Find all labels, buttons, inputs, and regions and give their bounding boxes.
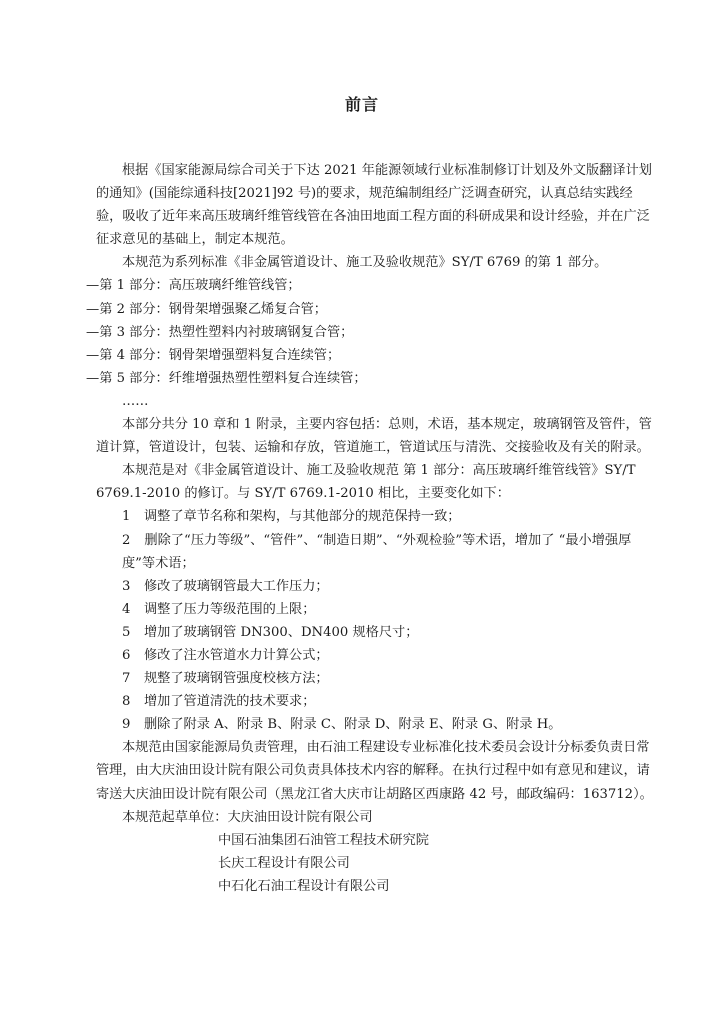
part-item: —第 1 部分：高压玻璃纤维管线管；	[86, 278, 301, 294]
document-body	[86, 159, 654, 898]
part-item: —第 4 部分：钢骨架增强塑料复合连续管；	[86, 347, 341, 363]
change-item	[96, 713, 654, 736]
part-item: —第 2 部分：钢骨架增强聚乙烯复合管；	[86, 301, 327, 317]
change-text: 规整了玻璃钢管强度校核方法；	[144, 671, 329, 687]
series-paragraph: 本规范为系列标准《非金属管道设计、施工及验收规范》SY/T 6769 的第 1 部分。	[122, 255, 608, 271]
change-number: 4	[122, 601, 131, 617]
change-number: 9	[122, 717, 131, 733]
change-item	[96, 529, 654, 575]
change-text: 修改了注水管道水力计算公式；	[144, 647, 329, 663]
drafter-unit: 大庆油田设计院有限公司	[227, 809, 373, 825]
drafters-label: 本规范起草单位：	[122, 809, 228, 825]
drafter-unit: 中国石油集团石油管工程技术研究院	[218, 832, 429, 848]
change-number: 8	[122, 694, 131, 710]
change-text: 修改了玻璃钢管最大工作压力；	[144, 578, 329, 594]
change-text: 删除了附录 A、附录 B、附录 C、附录 D、附录 E、附录 G、附录 H。	[144, 717, 562, 733]
ellipsis: ……	[122, 393, 149, 409]
change-number: 7	[122, 671, 131, 687]
change-number: 2	[122, 532, 131, 548]
change-item	[96, 690, 654, 713]
drafters-row	[96, 806, 654, 829]
change-text: 增加了管道清洗的技术要求；	[144, 694, 316, 710]
change-text: 删除了“压力等级”、“管件”、“制造日期”、“外观检验”等术语，增加了 “最小增强厚度”等术语；	[122, 532, 632, 571]
change-item	[96, 598, 654, 621]
drafter-unit: 中石化石油工程设计有限公司	[218, 878, 390, 894]
revision-paragraph: 本规范是对《非金属管道设计、施工及验收规范 第 1 部分：高压玻璃纤维管线管》SY/T 6769.1-2010 的修订。与 SY/T 6769.1-2010 相比，主要变化如下：	[96, 463, 636, 502]
change-text: 调整了压力等级范围的上限；	[144, 601, 316, 617]
part-item: —第 3 部分：热塑性塑料内衬玻璃钢复合管；	[86, 324, 354, 340]
change-item	[96, 667, 654, 690]
drafter-unit: 长庆工程设计有限公司	[218, 855, 350, 871]
change-item	[96, 644, 654, 667]
change-item	[96, 621, 654, 644]
change-number: 3	[122, 578, 131, 594]
change-item	[96, 575, 654, 598]
intro-paragraph: 根据《国家能源局综合司关于下达 2021 年能源领域行业标准制修订计划及外文版翻译计划的通知》(国能综通科技[2021]92 号)的要求，规范编制组经广泛调查研究，认真总结实践经验，吸收了近年来高压玻璃纤维管线管在各油田地面工程方面的科研成果和设计经验，并在广泛征求意见的基础上，制定本规范。	[96, 163, 652, 248]
change-number: 5	[122, 624, 131, 640]
change-text: 调整了章节名称和架构，与其他部分的规范保持一致；	[144, 509, 461, 525]
change-number: 1	[122, 509, 131, 525]
part-item: —第 5 部分：纤维增强热塑性塑料复合连续管；	[86, 370, 367, 386]
change-number: 6	[122, 647, 131, 663]
change-item	[96, 505, 654, 528]
page-title: 前言	[344, 95, 379, 114]
contents-paragraph: 本部分共分 10 章和 1 附录，主要内容包括：总则，术语，基本规定，玻璃钢管及管件，管道计算，管道设计，包装、运输和存放，管道施工，管道试压与清洗、交接验收及有关的附录。	[96, 417, 652, 456]
management-paragraph: 本规范由国家能源局负责管理，由石油工程建设专业标准化技术委员会设计分标委负责日常管理，由大庆油田设计院有限公司负责具体技术内容的解释。在执行过程中如有意见和建议，请寄送大庆油田设计院有限公司（黑龙江省大庆市让胡路区西康路 42 号，邮政编码：163712）。	[96, 740, 653, 802]
change-text: 增加了玻璃钢管 DN300、DN400 规格尺寸；	[144, 624, 419, 640]
